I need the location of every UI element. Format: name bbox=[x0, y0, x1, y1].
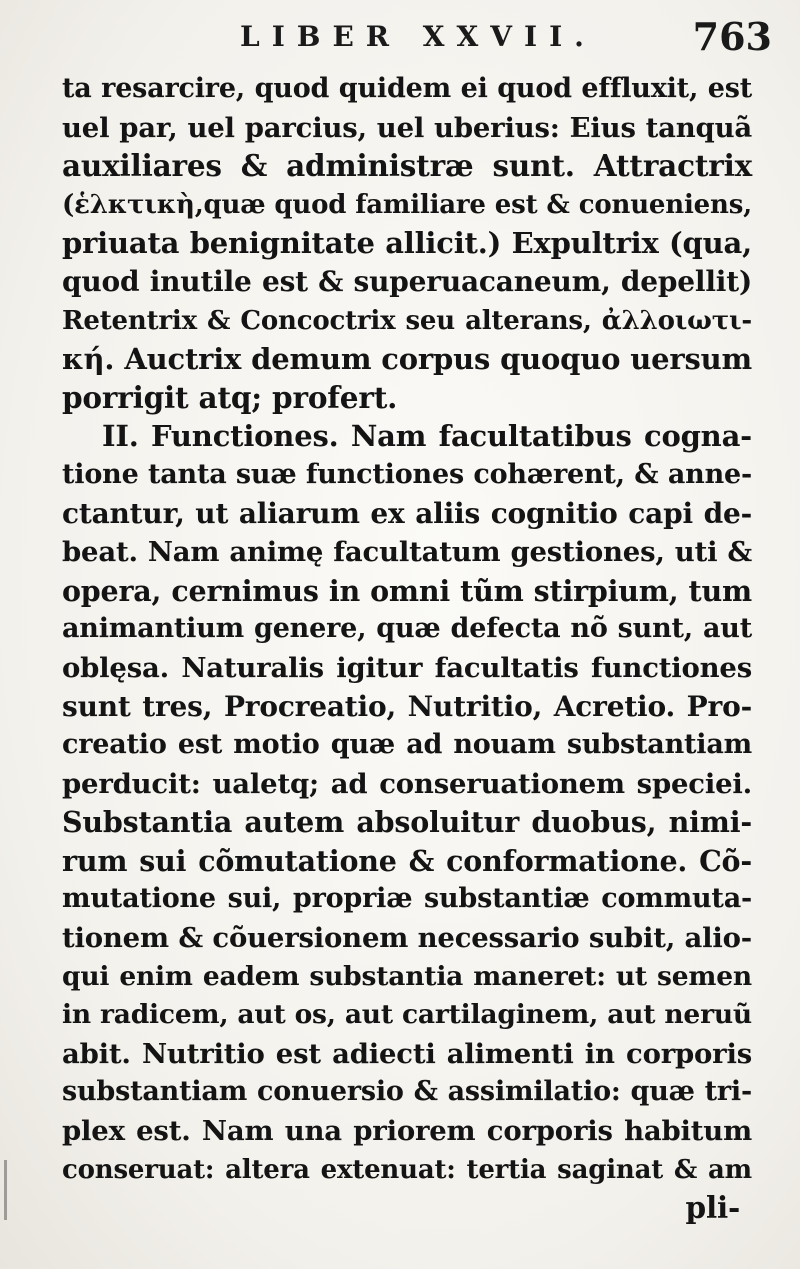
text-line: quod inutile est & superuacaneum, depellit) bbox=[62, 264, 752, 298]
text-line: priuata benignitate allicit.) Expultrix (qua, bbox=[62, 226, 752, 261]
text-line: tionem & cõuersionem necessario subit, alio- bbox=[62, 922, 752, 955]
text-line: opera, cernimus in omni tũm stirpium, tum bbox=[62, 573, 752, 608]
text-line: rum sui cõmutatione & conformatione. Cõ- bbox=[62, 843, 752, 878]
text-line: beat. Nam animę facultatum gestiones, uti & bbox=[62, 536, 752, 569]
catchword: pli- bbox=[685, 1190, 740, 1226]
running-head: LIBER XXVII. bbox=[240, 20, 596, 53]
page-header bbox=[240, 14, 780, 64]
text-line: animantium genere, quæ defecta nõ sunt, aut bbox=[62, 613, 752, 645]
text-line: substantiam conuersio & assimilatio: quæ tri- bbox=[62, 1076, 752, 1108]
text-line: qui enim eadem substantia maneret: ut semen bbox=[62, 960, 752, 992]
text-line: auxiliares & administræ sunt. Attractrix bbox=[62, 148, 752, 184]
text-line: ta resarcire, quod quidem ei quod effluxit, est bbox=[62, 73, 752, 104]
text-line: uel par, uel parcius, uel uberius: Eius tanquã bbox=[62, 111, 752, 144]
text-line: conseruat: altera extenuat: tertia saginat & am bbox=[62, 1154, 752, 1185]
text-line: (ἑλκτικὴ,quæ quod familiare est & conueniens, bbox=[62, 189, 752, 220]
text-line: κή. Auctrix demum corpus quoquo uersum bbox=[62, 342, 752, 377]
page-edge-mark bbox=[4, 1160, 7, 1220]
text-line: perducit: ualetq; ad conseruationem speciei. bbox=[62, 767, 752, 800]
text-line: mutatione sui, propriæ substantiæ commuta- bbox=[62, 883, 752, 915]
text-line: Substantia autem absoluitur duobus, nimi- bbox=[62, 805, 752, 840]
section-start-line: II. Functiones. Nam facultatibus cogna- bbox=[102, 419, 752, 454]
text-line: plex est. Nam una priorem corporis habitum bbox=[62, 1115, 752, 1148]
text-line: in radicem, aut os, aut cartilaginem, aut neruũ bbox=[62, 999, 752, 1031]
text-line: porrigit atq; profert. bbox=[62, 379, 398, 415]
text-line: ctantur, ut aliarum ex aliis cognitio capi de- bbox=[62, 496, 752, 530]
text-line: abit. Nutritio est adiecti alimenti in corporis bbox=[62, 1037, 752, 1070]
text-line: tione tanta suæ functiones cohærent, & anne- bbox=[62, 458, 752, 490]
text-line: creatio est motio quæ ad nouam substantiam bbox=[62, 729, 752, 761]
text-line: oblęsa. Naturalis igitur facultatis functiones bbox=[62, 651, 752, 684]
body-text bbox=[62, 70, 752, 1228]
page-number: 763 bbox=[692, 14, 772, 59]
text-line: Retentrix & Concoctrix seu alterans, ἀλλοιωτι- bbox=[62, 305, 752, 336]
text-line: sunt tres, Procreatio, Nutritio, Acretio. Pro- bbox=[62, 689, 752, 723]
